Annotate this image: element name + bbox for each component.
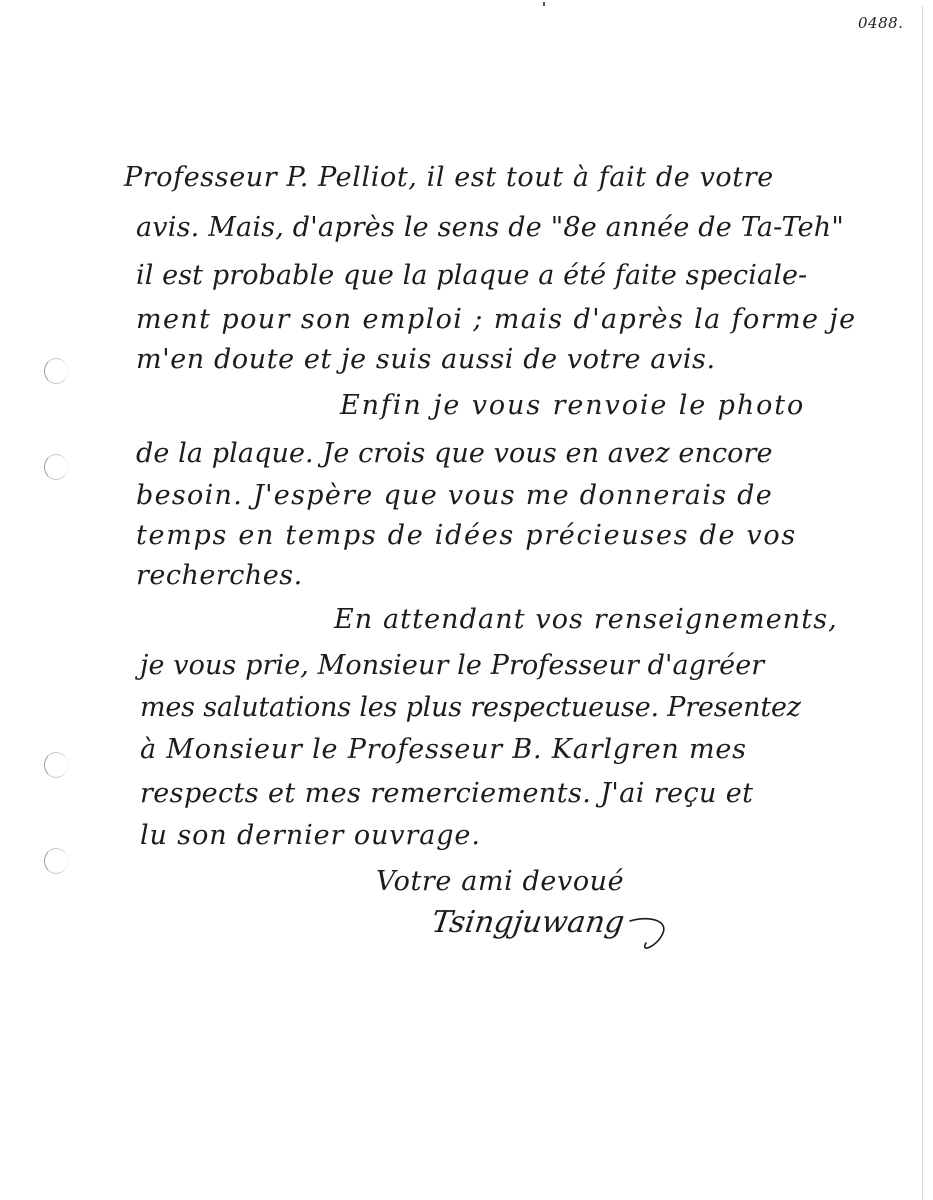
punch-hole [44, 752, 68, 778]
letter-line: respects et mes remerciements. J'ai reçu et [140, 778, 754, 809]
punch-hole [44, 848, 68, 874]
signature: Tsingjuwang [429, 905, 627, 940]
letter-line: il est probable que la plaque a été faite speciale- [136, 260, 808, 291]
page-number: 0488. [858, 14, 904, 32]
letter-line: temps en temps de idées précieuses de vos [136, 520, 797, 551]
punch-hole [44, 358, 68, 384]
letter-line: recherches. [136, 560, 303, 591]
letter-line: avis. Mais, d'après le sens de "8e année de Ta-Teh" [136, 212, 845, 243]
letter-line: besoin. J'espère que vous me donnerais de [136, 480, 774, 511]
letter-line: je vous prie, Monsieur le Professeur d'agréer [140, 650, 765, 681]
letter-line: lu son dernier ouvrage. [140, 820, 481, 851]
letter-line: m'en doute et je suis aussi de votre avis. [136, 344, 716, 375]
page-edge [922, 6, 923, 1200]
letter-line: à Monsieur le Professeur B. Karlgren mes [140, 734, 747, 765]
letter-line: Enfin je vous renvoie le photo [340, 390, 806, 421]
signature-flourish [600, 913, 680, 957]
letter-line: mes salutations les plus respectueuse. Presentez [140, 692, 801, 723]
letter-closing: Votre ami devoué [376, 866, 625, 897]
punch-hole [44, 454, 68, 480]
letter-line: En attendant vos renseignements, [334, 604, 838, 635]
letter-line: de la plaque. Je crois que vous en avez encore [136, 438, 773, 469]
letter-line: ment pour son emploi ; mais d'après la forme je [136, 304, 857, 335]
top-edge-mark [543, 2, 545, 6]
letter-line: Professeur P. Pelliot, il est tout à fait de votre [124, 162, 774, 193]
